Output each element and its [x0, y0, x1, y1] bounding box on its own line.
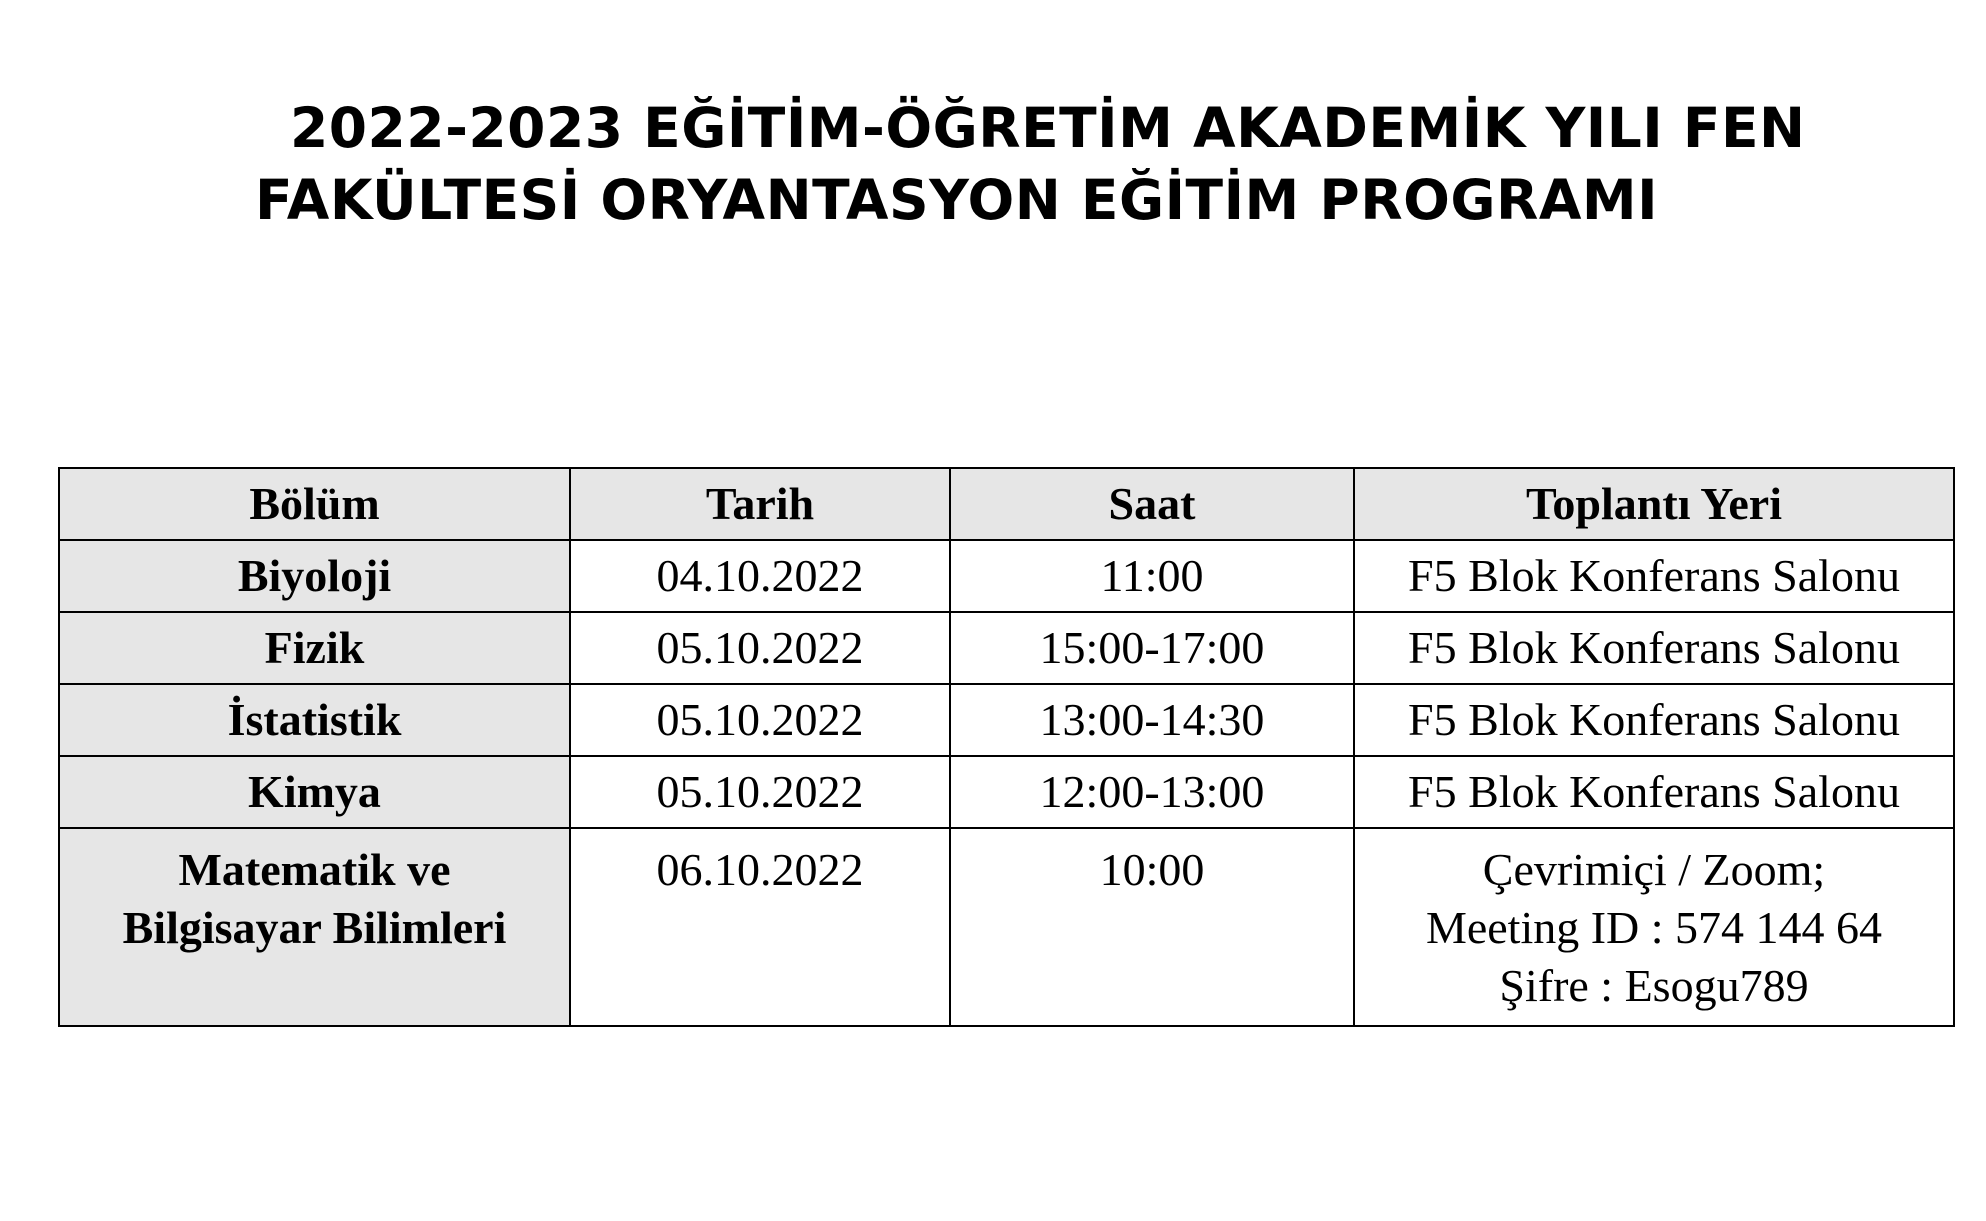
cell-department: Kimya — [59, 756, 570, 828]
page-title-line-2: FAKÜLTESİ ORYANTASYON EĞİTİM PROGRAMI — [255, 168, 1659, 232]
table-header-row — [59, 468, 1954, 540]
cell-place — [1354, 828, 1954, 1026]
place-line-1: Çevrimiçi / Zoom; — [1482, 844, 1826, 895]
cell-time: 15:00-17:00 — [950, 612, 1354, 684]
cell-date: 05.10.2022 — [570, 612, 950, 684]
orientation-schedule-table — [58, 467, 1955, 1027]
cell-department — [59, 828, 570, 1026]
cell-time: 12:00-13:00 — [950, 756, 1354, 828]
header-time: Saat — [950, 468, 1354, 540]
cell-date: 04.10.2022 — [570, 540, 950, 612]
header-date: Tarih — [570, 468, 950, 540]
header-department: Bölüm — [59, 468, 570, 540]
cell-place: F5 Blok Konferans Salonu — [1354, 612, 1954, 684]
cell-time: 13:00-14:30 — [950, 684, 1354, 756]
cell-place: F5 Blok Konferans Salonu — [1354, 540, 1954, 612]
cell-department: İstatistik — [59, 684, 570, 756]
page-title-line-1: 2022-2023 EĞİTİM-ÖĞRETİM AKADEMİK YILI FEN — [290, 96, 1806, 160]
cell-place: F5 Blok Konferans Salonu — [1354, 684, 1954, 756]
place-line-3: Şifre : Esogu789 — [1499, 960, 1809, 1011]
table-row — [59, 540, 1954, 612]
page-title — [0, 92, 1986, 236]
cell-time: 10:00 — [950, 828, 1354, 1026]
cell-date: 06.10.2022 — [570, 828, 950, 1026]
cell-department: Biyoloji — [59, 540, 570, 612]
table-row — [59, 756, 1954, 828]
header-place: Toplantı Yeri — [1354, 468, 1954, 540]
place-line-2: Meeting ID : 574 144 64 — [1425, 902, 1883, 953]
department-line-2: Bilgisayar Bilimleri — [122, 902, 507, 953]
table-row — [59, 612, 1954, 684]
cell-date: 05.10.2022 — [570, 756, 950, 828]
cell-department: Fizik — [59, 612, 570, 684]
table-row — [59, 828, 1954, 1026]
department-line-1: Matematik ve — [178, 844, 451, 895]
cell-date: 05.10.2022 — [570, 684, 950, 756]
cell-time: 11:00 — [950, 540, 1354, 612]
table-row — [59, 684, 1954, 756]
cell-place: F5 Blok Konferans Salonu — [1354, 756, 1954, 828]
